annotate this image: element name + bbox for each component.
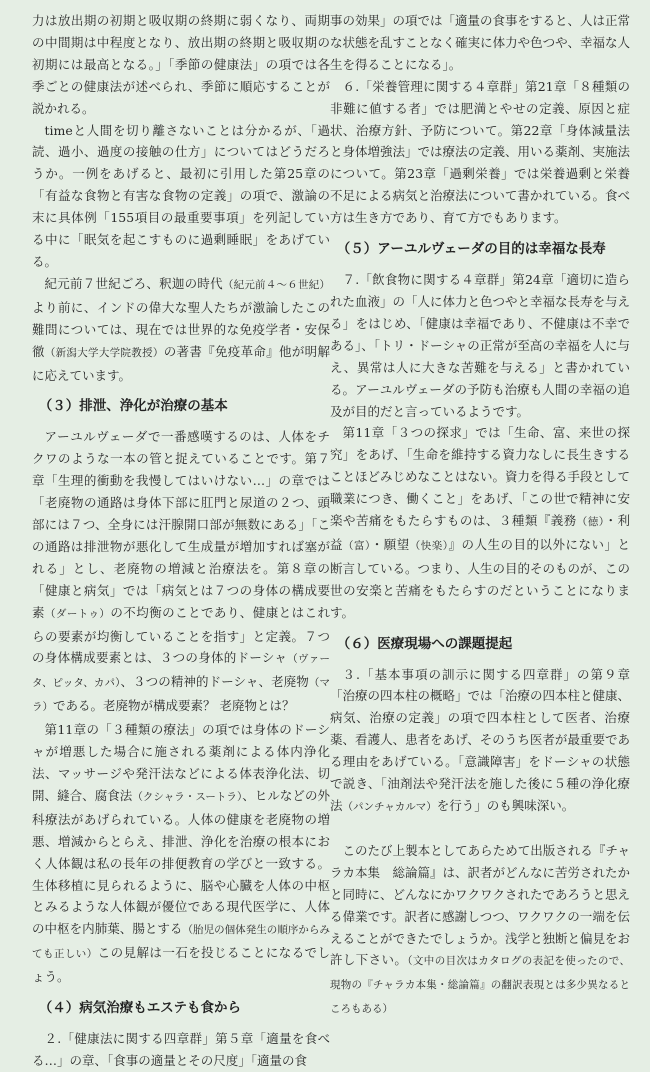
text: より前に、インドの偉大な聖人たちが激論したこの難問については、現在では世界的な免疫学者・安保徹 (32, 299, 330, 359)
spacer (330, 819, 630, 840)
right-column (330, 10, 630, 1021)
paragraph (330, 422, 630, 623)
section-heading: （３）排泄、浄化が治療の基本 (38, 398, 228, 415)
text: 紀元前７世紀ごろ、釈迦の時代 (44, 275, 223, 291)
text: ・願望 (370, 536, 410, 552)
annotation: （富） (343, 539, 371, 552)
paragraph (330, 664, 630, 819)
paragraph: ７.「飲食物に関する４章群」第24章「適切に造られた血液」の「人に体力と色つやと幸福な長寿を与える」をはじめ、「健康は幸福であり、不健康は不幸である」、「トリ・ドーシャの正常が至高の幸福を人に与え、異常は人に大きな苦難を与える」と書かれている。アーユルヴェーダの予防も治療も人間の幸福の追及が目的だと言っているようです。 (330, 272, 631, 419)
text: ・利益 (330, 513, 630, 552)
annotation: （パンチャカルマ） (342, 801, 437, 813)
paragraph (330, 840, 630, 1021)
text: 第11章「３つの探求」では「生命、富、来世の探究」をあげ、「生命を維持する資力なしに長生きすることほどみじめなことはない。資力を得る手段として職業につき、働くこと」をあげ、「この世で精神に安楽や苦痛をもたらすものは、３種類『義務 (330, 425, 631, 529)
text: である。老廃物が構成要素？ 老廃物とは？ (53, 698, 295, 714)
text: このたび上製本としてあらためて出版される『チャラカ本集 総論篇』は、訳者がどんなに苦労されたかと同時に、どんなにかワクワクされたであろうと思える偉業です。訳者に感謝しつつ、ワクワクの一端を伝えることができたでしょうか。浅学と独断と偏見をお許し下さい。 (330, 842, 631, 968)
text: 、３つの精神的ドーシャ、老廃物 (120, 674, 309, 690)
section-heading: （６）医療現場への課題提起 (336, 635, 513, 652)
annotation: （ヴァータ、ピッタ、カパ） (32, 653, 330, 690)
paragraph (32, 719, 330, 988)
annotation: （徳） (576, 516, 605, 529)
text: 』の人生の目的以外にない」と断言している。つまり、人生の目的そのものが、この世の安楽と苦痛をもたらすのだということになります。 (330, 536, 631, 620)
text: の著書『免疫革命』他が明解に応えています。 (32, 343, 330, 383)
paragraph: timeと人間を切り離さないことは分かるが、「過読、過小、過度の接触の仕方」についてはどうだろうか。一例をあげると、最初に引用した第25章の「有益な食物と有害な食物の定義」の項で、激論の末に具体例「155項目の最重要事項」を列記している中に「眠気を起こすものに過剰睡眠」をあげている。 (32, 122, 330, 269)
annotation: （マラ） (32, 677, 330, 714)
text: ３.「基本事項の訓示に関する四章群」の第９章「治療の四本柱の概略」では「治療の四本柱と健康、病気、治療の定義」の項で四本柱として医者、治療薬、看護人、患者をあげ、そのうち医者が最重要である理由をあげている。「意識障害」をドーシャの状態で説き、「油剤法や発汗法を施した後に５種の浄化療法 (330, 666, 631, 813)
annotation: （紀元前４～６世紀） (222, 278, 330, 291)
annotation: （快楽） (409, 539, 449, 552)
paragraph: 事の効果」の項では「適量の食事をすると、人は正常な状態を乱すことなく確実に体力や色つや、幸福な人生を得ることになる」。 (330, 13, 631, 72)
text: この見解は一石を投じることになるでしょう。 (32, 945, 330, 985)
text: を行う」のも興味深い。 (436, 798, 575, 813)
text: 第11章の「３種類の療法」の項では身体のドーシャが増悪した場合に施される薬剤による体内浄化法、マッサージや発汗法などによる体表浄化法、切開、縫合、腐食法 (32, 722, 330, 803)
left-column (32, 10, 330, 1072)
paragraph: ２.「健康法に関する四章群」第５章「適量を食べる…」の章、「食事の適量とその尺度」「適量の食 (32, 1031, 330, 1068)
section-heading: （４）病気治療もエステも食から (38, 1000, 241, 1017)
annotation: （胎児の個体発生の順序からみても正しい） (32, 924, 330, 961)
paragraph (32, 426, 330, 719)
text: アーユルヴェーダで一番感嘆するのは、人体をチクワのような一本の管と捉えていることです。第７章「生理的衝動を我慢してはいけない…」の章では「老廃物の通路は身体下部に肛門と尿道の２つ、頭部には７つ、全身には汗腺開口部が無数にある」「この通路は排泄物が悪化して生成量が増加すれば塞がれる」とし、老廃物の増減と治療法を。第８章の「健康と病気」では「病気とは７つの身体の構成要素 (32, 429, 330, 620)
paragraph: 力は放出期の初期と吸収期の終期に弱くなり、両期の中間期は中程度となり、放出期の終期と吸収期の初期には最高となる。」「季節の健康法」の項では各季ごとの健康法が述べられ、季節に順応することが説かれる。 (32, 13, 330, 116)
text: の不均衡のことであり、健康とはこれらの要素が均衡していることを指す」と定義。７つの身体構成要素とは、３つの身体的ドーシャ (32, 604, 330, 666)
annotation: （ダートゥ） (44, 607, 111, 620)
annotation: （新潟大学大学院教授） (44, 346, 164, 359)
paragraph: ６.「栄養管理に関する４章群」第21章「８種類の非難に値する者」では肥満とやせの定義、原因と症状、治療方針、予防について。第22章「身体減量法と身体増強法」では療法の定義、用いる薬剤、実施法について。第23章「過剰栄養」では栄養過剰と栄養不足による病気と治療法について書かれている。食べ方は生き方であり、育て方でもあります。 (330, 78, 631, 226)
paragraph (32, 273, 330, 387)
annotation: （文中の目次はカタログの表記を使ったので、現物の『チャラカ本集・総論篇』の翻訳表現とは多少異なるところもある） (330, 955, 630, 1016)
text: 、ヒルなどの外科療法があげられている。人体の健康を老廃物の増悪、増減からとらえ、排泄、浄化を治療の根本におく人体観は私の長年の排便教育の学びと一致する。生体移植に見られるように、脳や心臓を人体の中枢とみるような人体観が優位である現代医学に、人体の中枢を内肺葉、腸とする (32, 787, 330, 937)
section-heading: （５）アーユルヴェーダの目的は幸福な長寿 (336, 241, 606, 258)
annotation: （クシャラ・スートラ） (132, 790, 243, 803)
